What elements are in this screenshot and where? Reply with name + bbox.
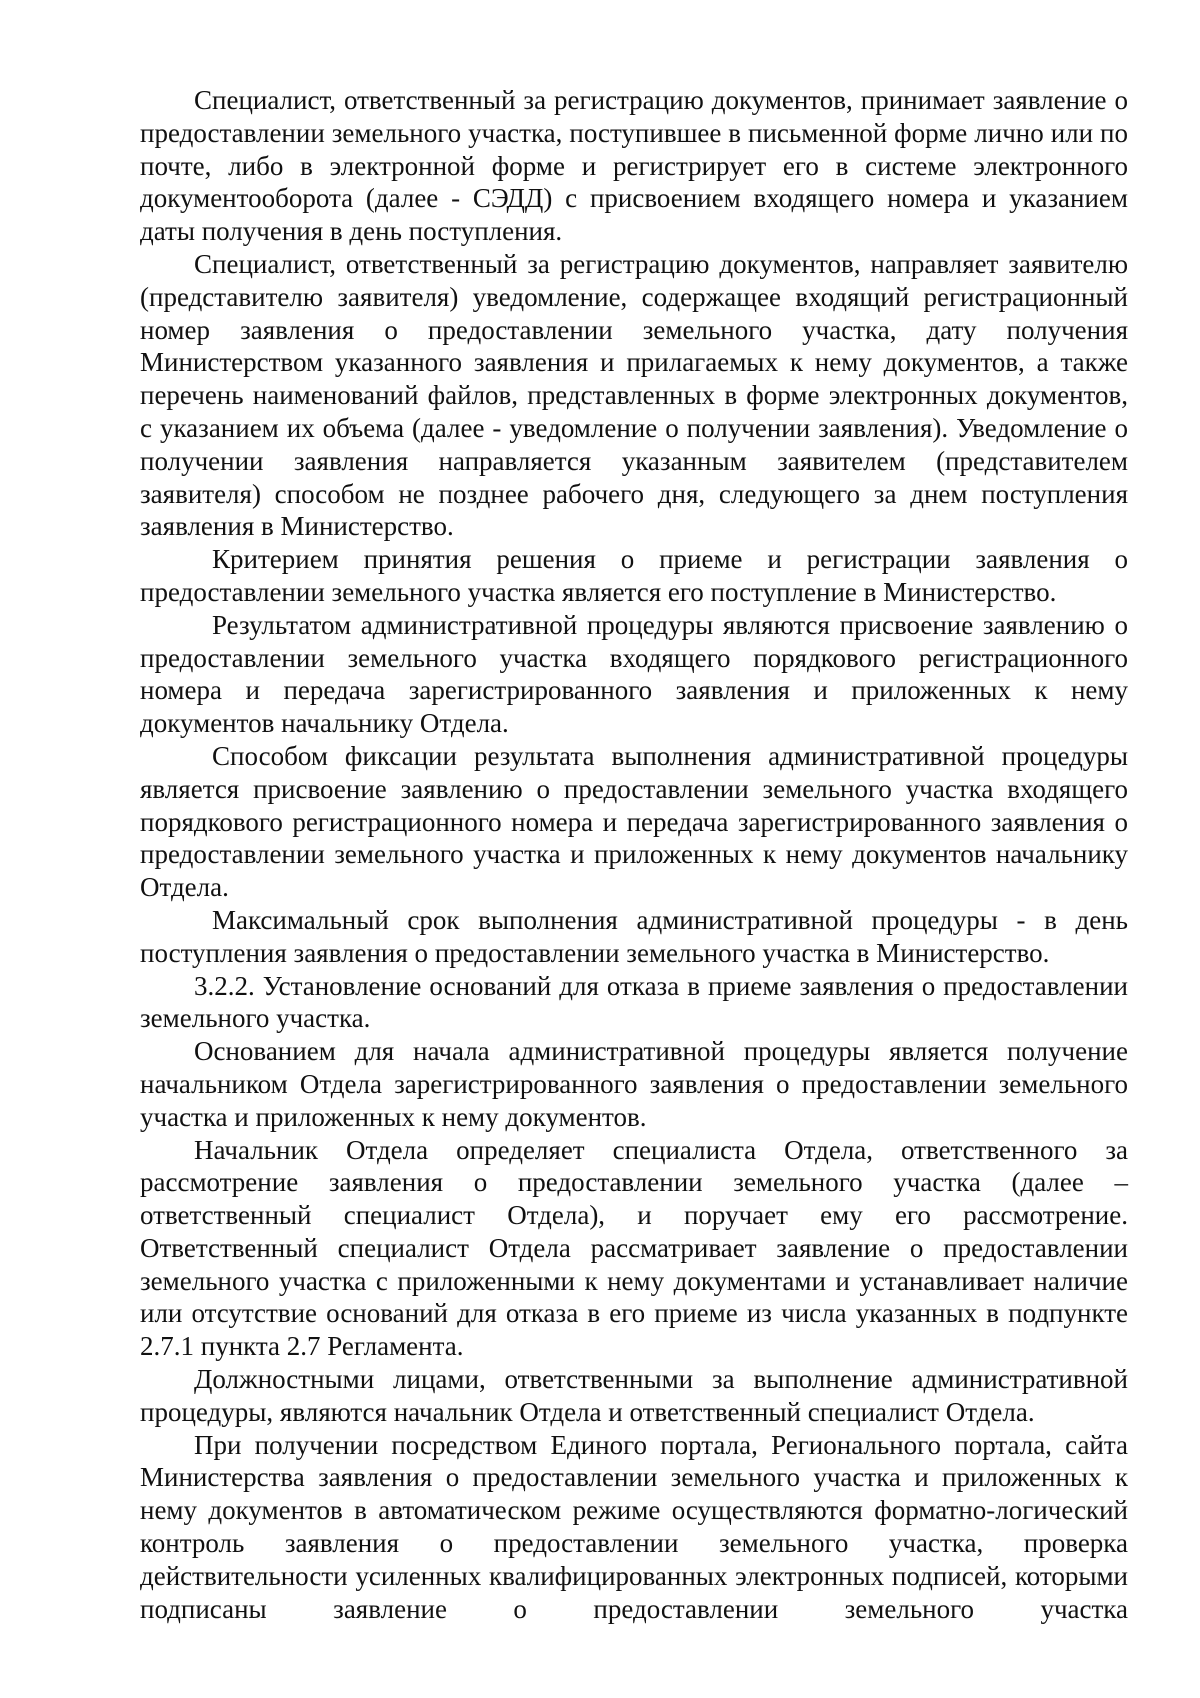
paragraph-registration: Специалист, ответственный за регистрацию документов, принимает заявление о предоставлении земельного участка, поступившее в письменной форме лично или по почте, либо в электронной форме и регистрирует его в системе электронного документооборота (далее - СЭДД) с присвоением входящего номера и указанием даты получения в день поступления.	[140, 85, 1128, 247]
document-body	[140, 84, 1128, 1625]
paragraph-result: Результатом административной процедуры являются присвоение заявлению о предоставлении земельного участка входящего порядкового регистрационного номера и передача зарегистрированного заявления и приложенных к нему документов начальнику Отдела.	[140, 609, 1128, 739]
paragraph-portal-check: При получении посредством Единого портала, Регионального портала, сайта Министерства заявления о предоставлении земельного участка и приложенных к нему документов в автоматическом режиме осуществляются форматно-логический контроль заявления о предоставлении земельного участка, проверка действительности усиленных квалифицированных электронных подписей, которыми подписаны заявление о предоставлении земельного участка	[140, 1429, 1128, 1624]
paragraph-max-term: Максимальный срок выполнения административной процедуры - в день поступления заявления о предоставлении земельного участка в Министерство.	[140, 904, 1128, 968]
paragraph-section-3-2-2: 3.2.2. Установление оснований для отказа в приеме заявления о предоставлении земельного участка.	[140, 970, 1128, 1034]
paragraph-head-assigns: Начальник Отдела определяет специалиста Отдела, ответственного за рассмотрение заявления о предоставлении земельного участка (далее – ответственный специалист Отдела), и поручает ему его рассмотрение. Ответственный специалист Отдела рассматривает заявление о предоставлении земельного участка с приложенными к нему документами и устанавливает наличие или отсутствие оснований для отказа в его приеме из числа указанных в подпункте 2.7.1 пункта 2.7 Регламента.	[140, 1134, 1128, 1362]
paragraph-basis: Основанием для начала административной процедуры является получение начальником Отдела зарегистрированного заявления о предоставлении земельного участка и приложенных к нему документов.	[140, 1036, 1128, 1132]
paragraph-notification: Специалист, ответственный за регистрацию документов, направляет заявителю (представителю заявителя) уведомление, содержащее входящий регистрационный номер заявления о предоставлении земельного участка, дату получения Министерством указанного заявления и прилагаемых к нему документов, а также перечень наименований файлов, представленных в форме электронных документов, с указанием их объема (далее - уведомление о получении заявления). Уведомление о получении заявления направляется указанным заявителем (представителем заявителя) способом не позднее рабочего дня, следующего за днем поступления заявления в Министерство.	[140, 248, 1128, 542]
paragraph-fixation: Способом фиксации результата выполнения административной процедуры является присвоение заявлению о предоставлении земельного участка входящего порядкового регистрационного номера и передача зарегистрированного заявления о предоставлении земельного участка и приложенных к нему документов начальнику Отдела.	[140, 740, 1128, 903]
paragraph-criterion: Критерием принятия решения о приеме и регистрации заявления о предоставлении земельного участка является его поступление в Министерство.	[140, 544, 1128, 607]
paragraph-officials: Должностными лицами, ответственными за выполнение административной процедуры, являются начальник Отдела и ответственный специалист Отдела.	[140, 1364, 1128, 1427]
